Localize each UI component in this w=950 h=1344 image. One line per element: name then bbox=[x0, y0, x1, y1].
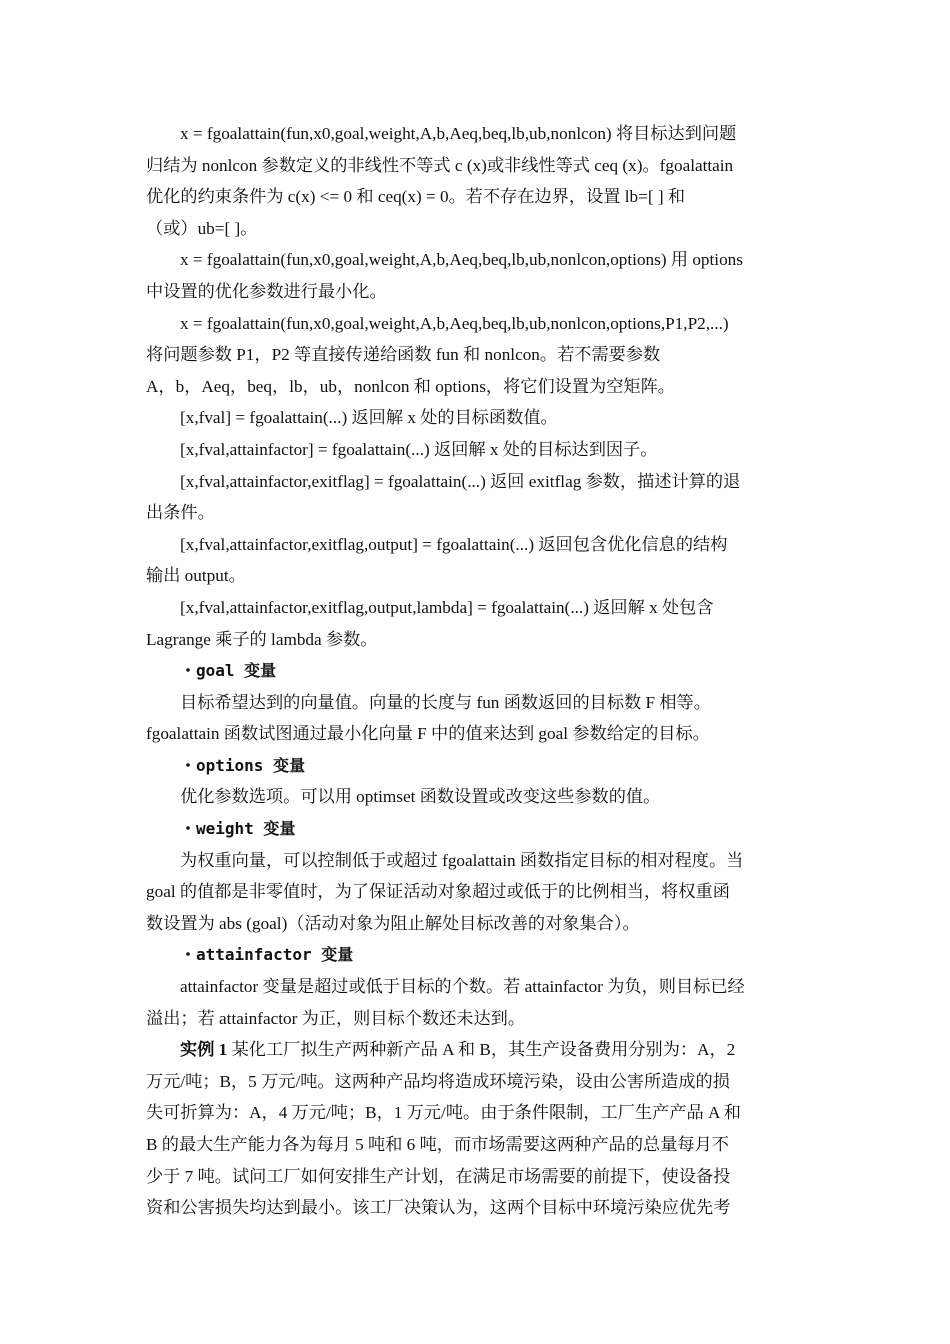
text-line: 资和公害损失均达到最小。该工厂决策认为，这两个目标中环境污染应优先考 bbox=[146, 1198, 731, 1218]
text-line: fgoalattain 函数试图通过最小化向量 F 中的值来达到 goal 参数给定的目标。 bbox=[146, 724, 710, 744]
text-line: 优化的约束条件为 c(x) <= 0 和 ceq(x) = 0。若不存在边界，设置 lb=[ ] 和 bbox=[146, 187, 686, 207]
text-line: 中设置的优化参数进行最小化。 bbox=[146, 281, 387, 301]
text-line: 优化参数选项。可以用 optimset 函数设置或改变这些参数的值。 bbox=[180, 787, 661, 807]
text-line: Lagrange 乘子的 lambda 参数。 bbox=[146, 629, 378, 649]
text-line: 万元/吨；B，5 万元/吨。这两种产品均将造成环境污染，设由公害所造成的损 bbox=[146, 1071, 730, 1091]
text-line: 某化工厂拟生产两种新产品 A 和 B，其生产设备费用分别为：A，2 bbox=[227, 1040, 736, 1060]
section-body-attainfactor bbox=[146, 971, 810, 1034]
text-line: 溢出；若 attainfactor 为正，则目标个数还未达到。 bbox=[146, 1008, 526, 1028]
text-line: 失可折算为：A，4 万元/吨；B，1 万元/吨。由于条件限制，工厂生产产品 A 和 bbox=[146, 1103, 741, 1123]
paragraph-fval bbox=[146, 402, 810, 434]
section-heading-attainfactor: ・attainfactor 变量 bbox=[180, 945, 354, 965]
text-line: x = fgoalattain(fun,x0,goal,weight,A,b,Aeq,beq,lb,ub,nonlcon) 将目标达到问题 bbox=[180, 124, 737, 143]
text-line: 为权重向量，可以控制低于或超过 fgoalattain 函数指定目标的相对程度。当 bbox=[180, 850, 744, 870]
section-heading-weight: ・weight 变量 bbox=[180, 819, 296, 839]
paragraph-attainfactor bbox=[146, 434, 810, 466]
text-line: [x,fval,attainfactor,exitflag] = fgoalattain(...) 返回 exitflag 参数，描述计算的退 bbox=[180, 471, 741, 491]
section-heading-goal: ・goal 变量 bbox=[180, 661, 277, 681]
document-page bbox=[146, 118, 810, 1224]
section-heading-options: ・options 变量 bbox=[180, 755, 306, 775]
text-line: 输出 output。 bbox=[146, 566, 246, 586]
text-line: （或）ub=[ ]。 bbox=[146, 218, 258, 238]
paragraph-output bbox=[146, 529, 810, 592]
paragraph-fgoalattain-options bbox=[146, 244, 810, 307]
paragraph-fgoalattain-nonlcon bbox=[146, 118, 810, 244]
text-line: 少于 7 吨。试问工厂如何安排生产计划，在满足市场需要的前提下，使设备投 bbox=[146, 1166, 731, 1186]
text-line: [x,fval,attainfactor] = fgoalattain(...) 返回解 x 处的目标达到因子。 bbox=[180, 439, 658, 459]
section-body-weight bbox=[146, 845, 810, 940]
example-paragraph bbox=[146, 1034, 810, 1224]
text-line: 出条件。 bbox=[146, 503, 215, 523]
paragraph-fgoalattain-params bbox=[146, 308, 810, 403]
text-line: 归结为 nonlcon 参数定义的非线性不等式 c (x)或非线性等式 ceq (x)。fgoalattain bbox=[146, 155, 734, 175]
text-line: [x,fval,attainfactor,exitflag,output] = fgoalattain(...) 返回包含优化信息的结构 bbox=[180, 534, 728, 554]
text-line: x = fgoalattain(fun,x0,goal,weight,A,b,Aeq,beq,lb,ub,nonlcon,options) 用 options bbox=[180, 250, 743, 270]
text-line: 将问题参数 P1，P2 等直接传递给函数 fun 和 nonlcon。若不需要参数 bbox=[146, 345, 661, 365]
text-line: 目标希望达到的向量值。向量的长度与 fun 函数返回的目标数 F 相等。 bbox=[180, 692, 711, 712]
text-line: [x,fval] = fgoalattain(...) 返回解 x 处的目标函数值。 bbox=[180, 408, 558, 428]
section-body-goal bbox=[146, 687, 810, 750]
text-line: B 的最大生产能力各为每月 5 吨和 6 吨，而市场需要这两种产品的总量每月不 bbox=[146, 1135, 729, 1154]
paragraph-exitflag bbox=[146, 466, 810, 529]
text-line: [x,fval,attainfactor,exitflag,output,lambda] = fgoalattain(...) 返回解 x 处包含 bbox=[180, 597, 714, 617]
example-label: 实例 1 bbox=[180, 1040, 228, 1060]
text-line: goal 的值都是非零值时，为了保证活动对象超过或低于的比例相当，将权重函 bbox=[146, 882, 730, 902]
text-line: A，b，Aeq，beq，lb，ub，nonlcon 和 options，将它们设置为空矩阵。 bbox=[146, 376, 675, 396]
section-body-options bbox=[146, 781, 810, 813]
text-line: 数设置为 abs (goal)（活动对象为阻止解处目标改善的对象集合）。 bbox=[146, 913, 640, 933]
paragraph-lambda bbox=[146, 592, 810, 655]
text-line: x = fgoalattain(fun,x0,goal,weight,A,b,Aeq,beq,lb,ub,nonlcon,options,P1,P2,...) bbox=[180, 313, 729, 333]
text-line: attainfactor 变量是超过或低于目标的个数。若 attainfactor 为负，则目标已经 bbox=[180, 977, 745, 997]
